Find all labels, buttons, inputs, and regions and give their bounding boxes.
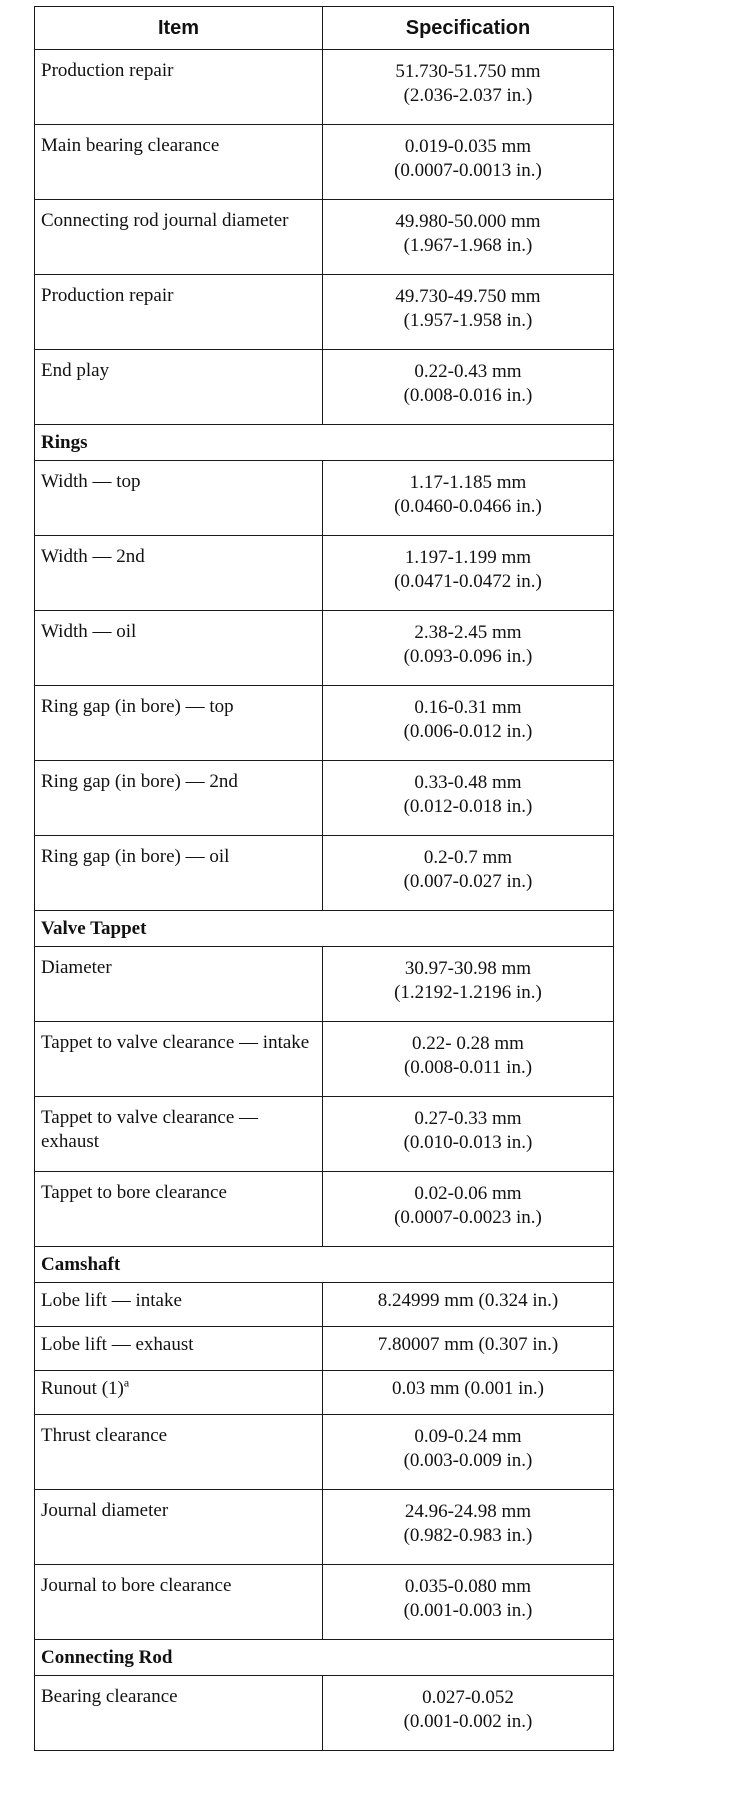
item-label: Ring gap (in bore) — top	[41, 696, 234, 717]
table-row	[35, 1490, 614, 1565]
specification-cell	[323, 761, 614, 836]
spec-metric-value: 30.97-30.98 mm	[404, 958, 532, 979]
table-row	[35, 1172, 614, 1247]
item-label: Width — top	[41, 471, 141, 492]
table-header-row	[35, 7, 614, 50]
item-cell	[35, 686, 323, 761]
spec-imperial-value: (2.036-2.037 in.)	[403, 85, 533, 106]
spec-imperial-value: (0.008-0.016 in.)	[403, 385, 533, 406]
spec-imperial-value: (0.093-0.096 in.)	[403, 646, 533, 667]
table-row	[35, 50, 614, 125]
table-row	[35, 1327, 614, 1371]
item-cell	[35, 1415, 323, 1490]
specification-cell	[323, 1415, 614, 1490]
table-row	[35, 1676, 614, 1751]
item-cell	[35, 1283, 323, 1327]
specification-cell	[323, 686, 614, 761]
specification-cell	[323, 200, 614, 275]
section-header-row	[35, 1640, 614, 1676]
item-cell	[35, 761, 323, 836]
table-row	[35, 350, 614, 425]
spec-imperial-value: (1.957-1.958 in.)	[403, 310, 533, 331]
specification-cell	[323, 611, 614, 686]
spec-metric-value: 49.980-50.000 mm	[395, 211, 541, 232]
item-label: Journal to bore clearance	[41, 1575, 232, 1596]
item-label: Bearing clearance	[41, 1686, 178, 1707]
spec-imperial-value: (0.012-0.018 in.)	[403, 796, 533, 817]
table-row	[35, 686, 614, 761]
spec-imperial-value: (0.006-0.012 in.)	[403, 721, 533, 742]
specification-column-header: Specification	[323, 7, 614, 50]
footnote-marker: a	[123, 1375, 130, 1390]
spec-metric-value: 0.16-0.31 mm	[414, 697, 522, 718]
specification-cell	[323, 836, 614, 911]
item-cell	[35, 1676, 323, 1751]
item-label: Diameter	[41, 957, 112, 978]
item-label: Connecting rod journal diameter	[41, 210, 289, 231]
spec-metric-value: 0.22-0.43 mm	[414, 361, 522, 382]
table-row	[35, 1565, 614, 1640]
section-header-row	[35, 911, 614, 947]
specification-cell	[323, 947, 614, 1022]
specification-cell	[323, 125, 614, 200]
specification-cell	[323, 50, 614, 125]
spec-value: 7.80007 mm (0.307 in.)	[377, 1334, 559, 1355]
specification-table	[34, 6, 614, 1751]
item-label: Production repair	[41, 285, 174, 306]
spec-metric-value: 0.035-0.080 mm	[404, 1576, 532, 1597]
item-label: Tappet to valve clearance — intake	[41, 1032, 310, 1053]
table-row	[35, 1022, 614, 1097]
item-cell	[35, 1327, 323, 1371]
item-label: Journal diameter	[41, 1500, 169, 1521]
item-label: Lobe lift — exhaust	[41, 1334, 194, 1355]
specification-cell	[323, 350, 614, 425]
spec-value: 8.24999 mm (0.324 in.)	[377, 1290, 559, 1311]
spec-imperial-value: (0.0460-0.0466 in.)	[394, 496, 542, 517]
spec-metric-value: 2.38-2.45 mm	[414, 622, 522, 643]
item-cell	[35, 1097, 323, 1172]
item-cell	[35, 461, 323, 536]
table-row	[35, 611, 614, 686]
spec-imperial-value: (0.008-0.011 in.)	[403, 1057, 533, 1078]
table-row	[35, 1415, 614, 1490]
table-row	[35, 1371, 614, 1415]
spec-metric-value: 24.96-24.98 mm	[404, 1501, 532, 1522]
table-row	[35, 125, 614, 200]
spec-imperial-value: (0.007-0.027 in.)	[403, 871, 533, 892]
table-row	[35, 461, 614, 536]
specification-cell	[323, 1097, 614, 1172]
item-cell	[35, 200, 323, 275]
table-row	[35, 200, 614, 275]
item-cell	[35, 1172, 323, 1247]
item-label: Width — 2nd	[41, 546, 145, 567]
section-header-row	[35, 1247, 614, 1283]
item-label: Lobe lift — intake	[41, 1290, 182, 1311]
spec-imperial-value: (0.0007-0.0023 in.)	[394, 1207, 542, 1228]
item-column-header: Item	[35, 7, 323, 50]
specification-cell	[323, 1371, 614, 1415]
spec-imperial-value: (0.982-0.983 in.)	[403, 1525, 533, 1546]
item-cell	[35, 1565, 323, 1640]
item-cell	[35, 611, 323, 686]
spec-metric-value: 0.02-0.06 mm	[414, 1183, 522, 1204]
spec-imperial-value: (0.0007-0.0013 in.)	[394, 160, 542, 181]
table-row	[35, 761, 614, 836]
table-row	[35, 536, 614, 611]
table-body	[35, 50, 614, 1751]
table-row	[35, 275, 614, 350]
item-cell	[35, 275, 323, 350]
specification-cell	[323, 275, 614, 350]
specification-cell	[323, 536, 614, 611]
section-title: Camshaft	[35, 1247, 614, 1283]
spec-metric-value: 0.2-0.7 mm	[423, 847, 513, 868]
table-row	[35, 947, 614, 1022]
section-title: Connecting Rod	[35, 1640, 614, 1676]
table-row	[35, 1097, 614, 1172]
item-cell	[35, 1371, 323, 1415]
specification-cell	[323, 1022, 614, 1097]
specification-cell	[323, 1490, 614, 1565]
section-title: Rings	[35, 425, 614, 461]
spec-metric-value: 0.019-0.035 mm	[404, 136, 532, 157]
spec-metric-value: 0.027-0.052	[422, 1687, 514, 1708]
item-cell	[35, 50, 323, 125]
spec-imperial-value: (1.967-1.968 in.)	[403, 235, 533, 256]
spec-imperial-value: (0.010-0.013 in.)	[403, 1132, 533, 1153]
table-row	[35, 836, 614, 911]
spec-metric-value: 0.22- 0.28 mm	[412, 1033, 524, 1054]
spec-metric-value: 0.27-0.33 mm	[414, 1108, 522, 1129]
item-label: Ring gap (in bore) — oil	[41, 846, 230, 867]
spec-imperial-value: (0.0471-0.0472 in.)	[394, 571, 542, 592]
item-cell	[35, 947, 323, 1022]
item-cell	[35, 125, 323, 200]
spec-metric-value: 0.09-0.24 mm	[414, 1426, 522, 1447]
item-label: Tappet to valve clearance — exhaust	[41, 1107, 259, 1152]
item-label: Thrust clearance	[41, 1425, 168, 1446]
table-row	[35, 1283, 614, 1327]
item-label: Main bearing clearance	[41, 135, 220, 156]
specification-cell	[323, 1172, 614, 1247]
item-cell	[35, 1022, 323, 1097]
spec-value: 0.03 mm (0.001 in.)	[392, 1378, 544, 1399]
spec-imperial-value: (0.003-0.009 in.)	[403, 1450, 533, 1471]
item-label: Runout (1)	[41, 1378, 124, 1399]
item-label: End play	[41, 360, 110, 381]
spec-metric-value: 49.730-49.750 mm	[395, 286, 541, 307]
specification-cell	[323, 1283, 614, 1327]
spec-imperial-value: (1.2192-1.2196 in.)	[394, 982, 542, 1003]
spec-metric-value: 1.197-1.199 mm	[404, 547, 532, 568]
item-label: Ring gap (in bore) — 2nd	[41, 771, 238, 792]
spec-metric-value: 0.33-0.48 mm	[414, 772, 522, 793]
item-cell	[35, 836, 323, 911]
section-header-row	[35, 425, 614, 461]
item-cell	[35, 536, 323, 611]
item-cell	[35, 1490, 323, 1565]
spec-metric-value: 51.730-51.750 mm	[395, 61, 541, 82]
specification-cell	[323, 1676, 614, 1751]
specification-cell	[323, 461, 614, 536]
item-label: Tappet to bore clearance	[41, 1182, 227, 1203]
spec-imperial-value: (0.001-0.002 in.)	[403, 1711, 533, 1732]
item-cell	[35, 350, 323, 425]
spec-metric-value: 1.17-1.185 mm	[409, 472, 527, 493]
item-label: Width — oil	[41, 621, 137, 642]
spec-imperial-value: (0.001-0.003 in.)	[403, 1600, 533, 1621]
specification-cell	[323, 1327, 614, 1371]
section-title: Valve Tappet	[35, 911, 614, 947]
specification-cell	[323, 1565, 614, 1640]
item-label: Production repair	[41, 60, 174, 81]
